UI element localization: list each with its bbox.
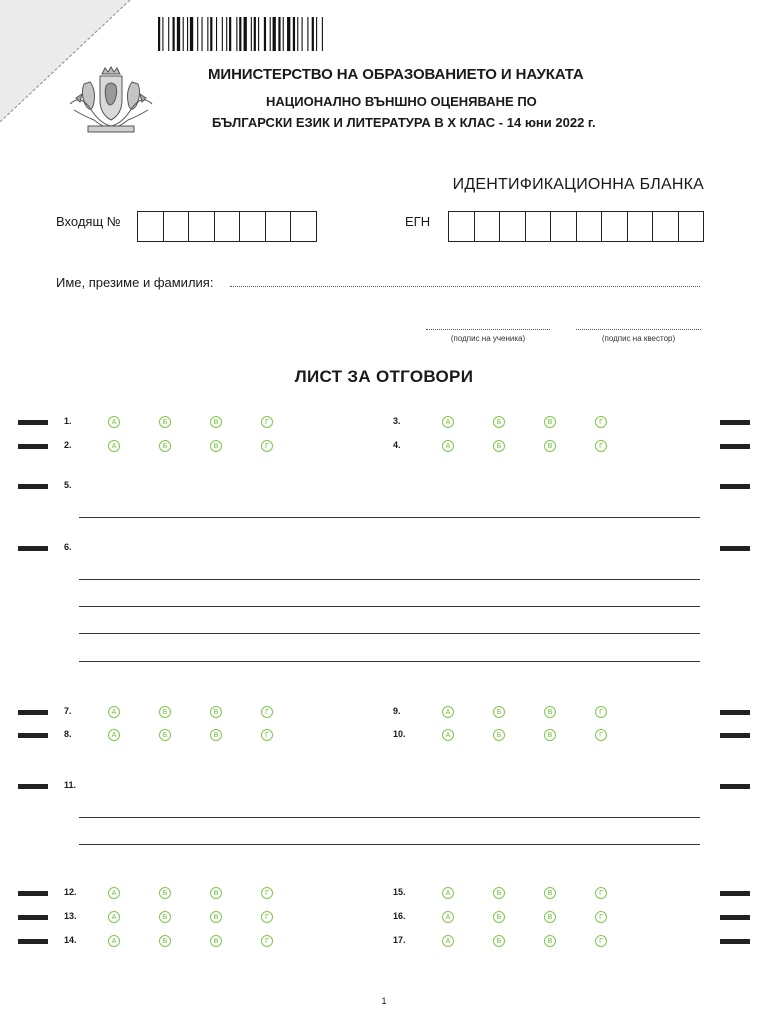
timing-mark-left	[18, 710, 48, 715]
digit-box[interactable]	[500, 212, 526, 241]
question-number: 2.	[64, 440, 72, 450]
answer-line-q11[interactable]	[79, 817, 700, 818]
answer-bubble-2[interactable]: Б	[159, 706, 171, 718]
question-number: 4.	[393, 440, 401, 450]
answer-line-q6[interactable]	[79, 606, 700, 607]
question-number: 13.	[64, 911, 77, 921]
timing-mark-left	[18, 546, 48, 551]
timing-mark-right	[720, 939, 750, 944]
proctor-signature-label: (подпис на квестор)	[601, 334, 676, 343]
digit-box[interactable]	[577, 212, 603, 241]
answer-bubble-2[interactable]: Б	[493, 887, 505, 899]
question-number: 1.	[64, 416, 72, 426]
page-number: 1	[381, 996, 387, 1006]
answer-bubble-4[interactable]: Г	[261, 440, 273, 452]
answer-bubble-2[interactable]: Б	[493, 729, 505, 741]
answer-bubble-1[interactable]: А	[108, 887, 120, 899]
answer-bubble-3[interactable]: В	[544, 911, 556, 923]
answer-bubble-4[interactable]: Г	[595, 729, 607, 741]
digit-box[interactable]	[526, 212, 552, 241]
answer-bubble-1[interactable]: А	[442, 887, 454, 899]
answer-bubble-4[interactable]: Г	[261, 935, 273, 947]
answer-bubble-3[interactable]: В	[210, 440, 222, 452]
timing-mark-left	[18, 891, 48, 896]
timing-mark-right	[720, 733, 750, 738]
answer-bubble-1[interactable]: А	[108, 706, 120, 718]
answer-bubble-1[interactable]: А	[108, 729, 120, 741]
digit-box[interactable]	[189, 212, 215, 241]
open-question-number: 6.	[64, 542, 72, 552]
question-number: 7.	[64, 706, 72, 716]
ministry-title: МИНИСТЕРСТВО НА ОБРАЗОВАНИЕТО И НАУКАТА	[208, 66, 584, 83]
timing-mark-left	[18, 939, 48, 944]
timing-mark-left	[18, 444, 48, 449]
exam-title-line2: БЪЛГАРСКИ ЕЗИК И ЛИТЕРАТУРА В Х КЛАС - 14 юни 2022 г.	[212, 115, 596, 130]
question-number: 3.	[393, 416, 401, 426]
answer-line-q6[interactable]	[79, 661, 700, 662]
answer-bubble-3[interactable]: В	[544, 706, 556, 718]
timing-mark-right	[720, 784, 750, 789]
timing-mark-right	[720, 915, 750, 920]
answer-bubble-1[interactable]: А	[108, 935, 120, 947]
question-number: 17.	[393, 935, 406, 945]
answer-bubble-2[interactable]: Б	[159, 911, 171, 923]
digit-box[interactable]	[449, 212, 475, 241]
question-number: 8.	[64, 729, 72, 739]
answer-bubble-4[interactable]: Г	[595, 935, 607, 947]
timing-mark-right	[720, 546, 750, 551]
answer-bubble-2[interactable]: Б	[159, 729, 171, 741]
answer-line-q6[interactable]	[79, 633, 700, 634]
timing-mark-left	[18, 915, 48, 920]
digit-box[interactable]	[266, 212, 292, 241]
answer-bubble-1[interactable]: А	[108, 416, 120, 428]
full-name-label: Име, презиме и фамилия:	[56, 275, 214, 290]
digit-box[interactable]	[215, 212, 241, 241]
answer-bubble-2[interactable]: Б	[493, 706, 505, 718]
answer-bubble-3[interactable]: В	[544, 440, 556, 452]
digit-box[interactable]	[138, 212, 164, 241]
answer-bubble-4[interactable]: Г	[261, 911, 273, 923]
open-question-number: 5.	[64, 480, 72, 490]
digit-box[interactable]	[240, 212, 266, 241]
question-number: 15.	[393, 887, 406, 897]
answer-bubble-2[interactable]: Б	[159, 416, 171, 428]
answer-sheet-title: ЛИСТ ЗА ОТГОВОРИ	[294, 367, 474, 386]
answer-bubble-3[interactable]: В	[544, 935, 556, 947]
timing-mark-right	[720, 891, 750, 896]
answer-bubble-4[interactable]: Г	[261, 887, 273, 899]
question-number: 9.	[393, 706, 401, 716]
answer-bubble-3[interactable]: В	[210, 416, 222, 428]
digit-box[interactable]	[291, 212, 316, 241]
answer-bubble-3[interactable]: В	[210, 729, 222, 741]
answer-bubble-3[interactable]: В	[544, 729, 556, 741]
answer-bubble-4[interactable]: Г	[595, 911, 607, 923]
question-number: 14.	[64, 935, 77, 945]
timing-mark-right	[720, 444, 750, 449]
answer-bubble-3[interactable]: В	[210, 706, 222, 718]
digit-box[interactable]	[475, 212, 501, 241]
answer-bubble-1[interactable]: А	[442, 440, 454, 452]
answer-bubble-1[interactable]: А	[442, 935, 454, 947]
answer-bubble-2[interactable]: Б	[493, 440, 505, 452]
digit-box[interactable]	[551, 212, 577, 241]
answer-bubble-4[interactable]: Г	[261, 729, 273, 741]
egn-boxes[interactable]	[448, 211, 704, 242]
answer-bubble-4[interactable]: Г	[595, 706, 607, 718]
answer-bubble-3[interactable]: В	[210, 887, 222, 899]
answer-bubble-2[interactable]: Б	[493, 935, 505, 947]
answer-bubble-3[interactable]: В	[544, 887, 556, 899]
student-signature-line[interactable]	[426, 329, 550, 330]
digit-box[interactable]	[602, 212, 628, 241]
timing-mark-right	[720, 710, 750, 715]
timing-mark-left	[18, 484, 48, 489]
answer-bubble-2[interactable]: Б	[493, 416, 505, 428]
full-name-field[interactable]	[230, 286, 700, 287]
incoming-number-boxes[interactable]	[137, 211, 317, 242]
answer-bubble-3[interactable]: В	[210, 911, 222, 923]
egn-label: ЕГН	[405, 214, 431, 229]
answer-bubble-4[interactable]: Г	[595, 416, 607, 428]
question-number: 12.	[64, 887, 77, 897]
exam-title-line1: НАЦИОНАЛНО ВЪНШНО ОЦЕНЯВАНЕ ПО	[266, 94, 537, 109]
answer-line-q11[interactable]	[79, 844, 700, 845]
answer-bubble-2[interactable]: Б	[159, 440, 171, 452]
digit-box[interactable]	[628, 212, 654, 241]
answer-bubble-1[interactable]: А	[108, 440, 120, 452]
answer-bubble-4[interactable]: Г	[595, 887, 607, 899]
digit-box[interactable]	[164, 212, 190, 241]
proctor-signature-line[interactable]	[576, 329, 701, 330]
answer-bubble-2[interactable]: Б	[159, 935, 171, 947]
timing-mark-right	[720, 484, 750, 489]
answer-bubble-1[interactable]: А	[442, 706, 454, 718]
answer-bubble-1[interactable]: А	[442, 416, 454, 428]
timing-mark-right	[720, 420, 750, 425]
timing-mark-left	[18, 733, 48, 738]
incoming-number-label: Входящ №	[56, 214, 121, 229]
bulgarian-coat-of-arms-icon	[64, 64, 158, 136]
answer-line-q5[interactable]	[79, 517, 700, 518]
answer-bubble-4[interactable]: Г	[261, 706, 273, 718]
answer-bubble-1[interactable]: А	[442, 911, 454, 923]
open-question-number: 11.	[64, 780, 77, 790]
answer-bubble-1[interactable]: А	[442, 729, 454, 741]
question-number: 16.	[393, 911, 406, 921]
timing-mark-left	[18, 420, 48, 425]
answer-line-q6[interactable]	[79, 579, 700, 580]
answer-bubble-2[interactable]: Б	[159, 887, 171, 899]
digit-box[interactable]	[679, 212, 704, 241]
question-number: 10.	[393, 729, 406, 739]
barcode-icon	[158, 17, 358, 51]
answer-bubble-3[interactable]: В	[210, 935, 222, 947]
answer-bubble-3[interactable]: В	[544, 416, 556, 428]
answer-bubble-4[interactable]: Г	[595, 440, 607, 452]
digit-box[interactable]	[653, 212, 679, 241]
student-signature-label: (подпис на ученика)	[450, 334, 526, 343]
answer-bubble-1[interactable]: А	[108, 911, 120, 923]
answer-bubble-4[interactable]: Г	[261, 416, 273, 428]
timing-mark-left	[18, 784, 48, 789]
id-form-title: ИДЕНТИФИКАЦИОННА БЛАНКА	[452, 176, 704, 193]
answer-bubble-2[interactable]: Б	[493, 911, 505, 923]
